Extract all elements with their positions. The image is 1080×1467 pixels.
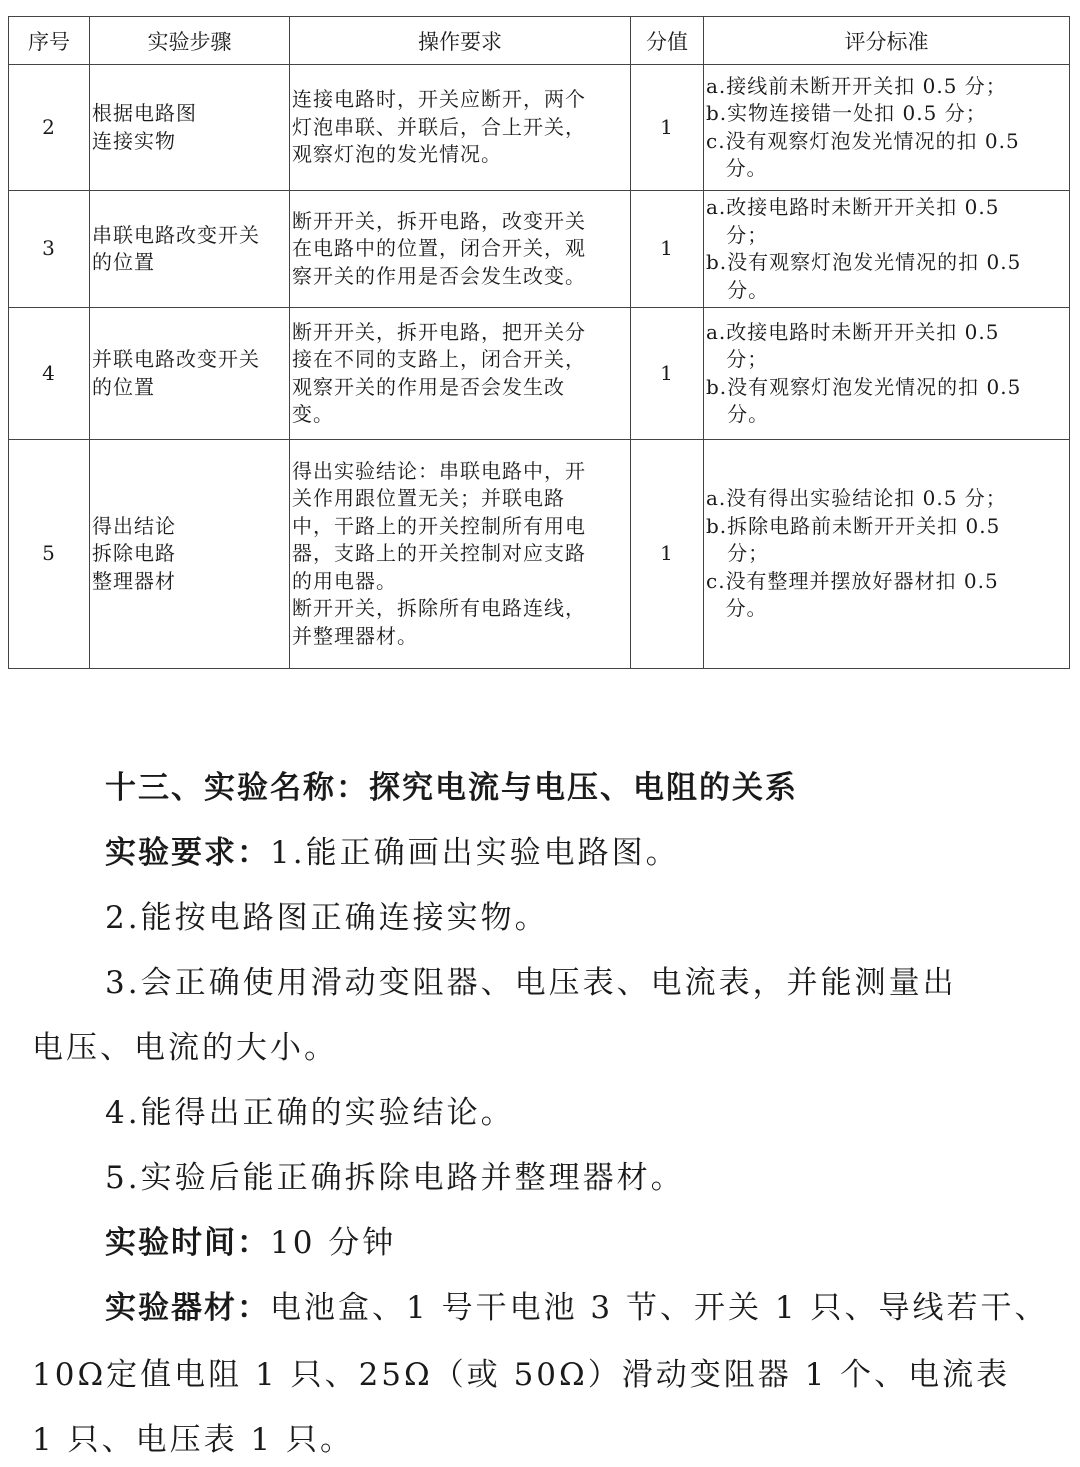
op-line: 的用电器。 bbox=[292, 568, 397, 593]
row-operation bbox=[290, 440, 631, 669]
row-number: 4 bbox=[9, 308, 90, 440]
step-line: 拆除电路 bbox=[92, 541, 176, 566]
op-line: 器，支路上的开关控制对应支路 bbox=[292, 541, 586, 566]
row-step bbox=[90, 440, 290, 669]
criteria-text: 接线前未断开开关扣 0.5 分； bbox=[726, 73, 1007, 98]
op-line: 接在不同的支路上，闭合开关， bbox=[292, 347, 586, 371]
header-score: 分值 bbox=[631, 17, 704, 65]
step-line: 整理器材 bbox=[92, 568, 176, 593]
row-step bbox=[90, 308, 290, 440]
criteria-mark: a. bbox=[706, 195, 727, 219]
row-score: 1 bbox=[631, 65, 704, 191]
step-line: 的位置 bbox=[92, 250, 155, 274]
row-operation bbox=[290, 65, 631, 191]
step-line: 连接实物 bbox=[92, 128, 176, 153]
criteria-text: 没有整理并摆放好器材扣 0.5 bbox=[725, 568, 999, 593]
header-step: 实验步骤 bbox=[90, 17, 290, 65]
criteria-item bbox=[706, 513, 1067, 568]
requirement-item: 4.能得出正确的实验结论。 bbox=[105, 1095, 515, 1131]
op-line: 观察开关的作用是否会发生改 bbox=[292, 374, 565, 399]
requirement-item: 1.能正确画出实验电路图。 bbox=[270, 835, 680, 871]
header-seq: 序号 bbox=[9, 17, 90, 65]
criteria-text: 分； bbox=[726, 222, 769, 247]
criteria-text: 分。 bbox=[725, 596, 768, 621]
requirement-item: 2.能按电路图正确连接实物。 bbox=[105, 900, 549, 936]
criteria-mark: c. bbox=[706, 128, 726, 153]
criteria-item bbox=[706, 568, 1067, 623]
row-criteria bbox=[704, 308, 1070, 440]
row-criteria bbox=[704, 65, 1070, 191]
materials-text: 电池盒、1 号干电池 3 节、开关 1 只、导线若干、 bbox=[270, 1290, 1049, 1326]
header-operation: 操作要求 bbox=[290, 17, 631, 65]
row-score: 1 bbox=[631, 308, 704, 440]
criteria-text: 分； bbox=[726, 347, 769, 371]
op-line: 在电路中的位置，闭合开关，观 bbox=[292, 236, 586, 261]
op-line: 中，干路上的开关控制所有用电 bbox=[292, 513, 586, 538]
row-step bbox=[90, 191, 290, 308]
criteria-item bbox=[706, 128, 1067, 183]
materials-text: 10Ω定值电阻 1 只、25Ω（或 50Ω）滑动变阻器 1 个、电流表 bbox=[32, 1357, 1011, 1393]
row-number: 5 bbox=[9, 440, 90, 669]
criteria-mark: a. bbox=[706, 486, 727, 511]
step-line: 并联电路改变开关 bbox=[92, 347, 260, 371]
row-number: 2 bbox=[9, 65, 90, 191]
criteria-text: 没有观察灯泡发光情况的扣 0.5 bbox=[727, 374, 1022, 399]
op-line: 并整理器材。 bbox=[292, 623, 418, 648]
grading-table bbox=[8, 16, 1070, 669]
op-line: 关作用跟位置无关；并联电路 bbox=[292, 486, 565, 511]
criteria-item bbox=[706, 194, 1067, 249]
requirement-item: 3.会正确使用滑动变阻器、电压表、电流表，并能测量出 bbox=[105, 965, 957, 1001]
materials-text: 1 只、电压表 1 只。 bbox=[32, 1422, 355, 1458]
table-row bbox=[9, 308, 1070, 440]
requirement-item-continued: 电压、电流的大小。 bbox=[32, 1030, 338, 1066]
requirements-label: 实验要求： bbox=[105, 835, 270, 871]
table-row bbox=[9, 65, 1070, 191]
op-line: 灯泡串联、并联后，合上开关， bbox=[292, 114, 586, 139]
op-line: 断开开关，拆除所有电路连线， bbox=[292, 596, 586, 621]
requirement-item: 5.实验后能正确拆除电路并整理器材。 bbox=[105, 1160, 685, 1196]
step-line: 串联电路改变开关 bbox=[92, 222, 260, 247]
step-line: 的位置 bbox=[92, 374, 155, 399]
criteria-text: 分。 bbox=[725, 156, 768, 180]
row-score: 1 bbox=[631, 191, 704, 308]
criteria-mark: b. bbox=[706, 101, 728, 125]
criteria-text: 没有观察灯泡发光情况的扣 0.5 bbox=[727, 250, 1022, 274]
op-line: 察开关的作用是否会发生改变。 bbox=[292, 263, 586, 288]
criteria-mark: a. bbox=[706, 73, 727, 98]
criteria-item bbox=[706, 249, 1067, 304]
criteria-text: 没有观察灯泡发光情况的扣 0.5 bbox=[725, 128, 1020, 153]
row-number: 3 bbox=[9, 191, 90, 308]
op-line: 观察灯泡的发光情况。 bbox=[292, 142, 502, 167]
criteria-mark: b. bbox=[706, 513, 728, 538]
criteria-mark: a. bbox=[706, 319, 727, 344]
criteria-text: 分； bbox=[727, 541, 770, 566]
op-line: 连接电路时，开关应断开，两个 bbox=[292, 87, 586, 112]
op-line: 得出实验结论：串联电路中，开 bbox=[292, 458, 586, 483]
requirements-line bbox=[105, 827, 680, 872]
row-criteria bbox=[704, 440, 1070, 669]
criteria-item bbox=[706, 73, 1067, 101]
criteria-item bbox=[706, 319, 1067, 374]
criteria-text: 分。 bbox=[727, 277, 770, 302]
materials-label: 实验器材： bbox=[105, 1290, 270, 1326]
step-line: 根据电路图 bbox=[92, 101, 197, 125]
row-step bbox=[90, 65, 290, 191]
criteria-item bbox=[706, 485, 1067, 513]
row-operation bbox=[290, 308, 631, 440]
criteria-item bbox=[706, 374, 1067, 429]
op-line: 断开开关，拆开电路，改变开关 bbox=[292, 208, 586, 233]
op-line: 断开开关，拆开电路，把开关分 bbox=[292, 319, 586, 344]
row-criteria bbox=[704, 191, 1070, 308]
op-line: 变。 bbox=[292, 402, 334, 426]
criteria-item bbox=[706, 100, 1067, 128]
criteria-text: 实物连接错一处扣 0.5 分； bbox=[727, 101, 987, 125]
criteria-mark: b. bbox=[706, 250, 728, 274]
table-header-row bbox=[9, 17, 1070, 65]
row-score: 1 bbox=[631, 440, 704, 669]
step-line: 得出结论 bbox=[92, 513, 176, 538]
header-criteria: 评分标准 bbox=[704, 17, 1070, 65]
grading-table-container bbox=[8, 16, 1069, 669]
criteria-text: 拆除电路前未断开开关扣 0.5 bbox=[727, 513, 1001, 538]
criteria-text: 改接电路时未断开开关扣 0.5 bbox=[726, 195, 1000, 219]
table-row bbox=[9, 440, 1070, 669]
criteria-mark: c. bbox=[706, 568, 726, 593]
time-label: 实验时间： bbox=[105, 1225, 270, 1261]
criteria-text: 分。 bbox=[727, 402, 770, 426]
time-line bbox=[105, 1217, 396, 1262]
criteria-text: 没有得出实验结论扣 0.5 分； bbox=[726, 486, 1007, 511]
table-row bbox=[9, 191, 1070, 308]
criteria-text: 改接电路时未断开开关扣 0.5 bbox=[726, 319, 1000, 344]
time-value: 10 分钟 bbox=[270, 1225, 397, 1261]
row-operation bbox=[290, 191, 631, 308]
section-title: 十三、实验名称：探究电流与电压、电阻的关系 bbox=[105, 770, 798, 806]
criteria-mark: b. bbox=[706, 374, 728, 399]
materials-line bbox=[105, 1282, 1048, 1327]
